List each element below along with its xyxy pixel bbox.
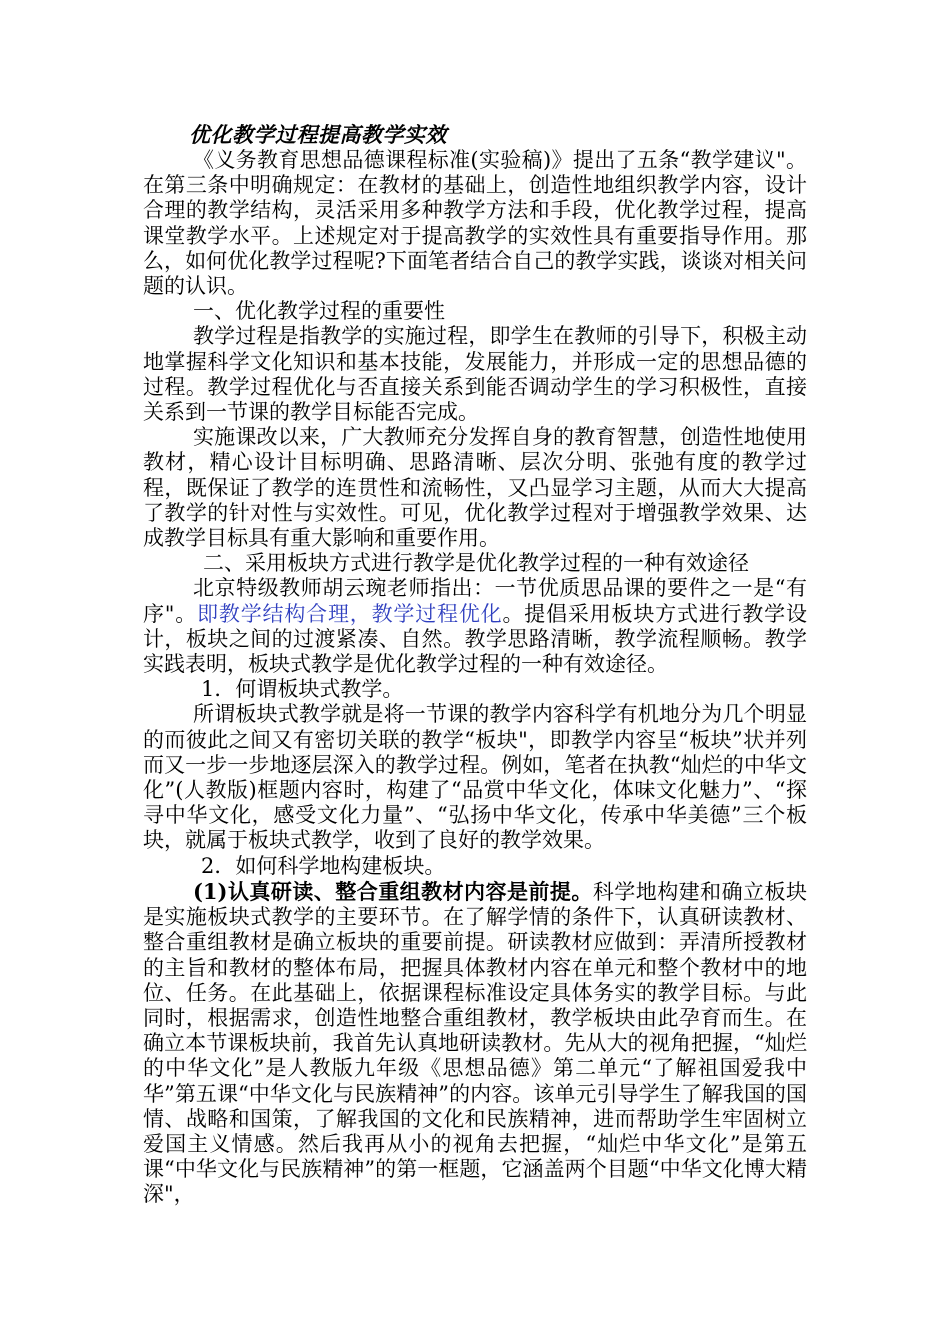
section-2-paragraph-2: 所谓板块式教学就是将一节课的教学内容科学有机地分为几个明显的而彼此之间又有密切关联的教学“板块"，即教学内容呈“板块”状并列而又一步一步地逐层深入的教学过程。例如，笔者在执教“灿烂的中华文化”(人教版)框题内容时，构建了“品赏中华文化，体味文化魅力”、“探寻中华文化，感受文化力量”、“弘扬中华文化，传承中华美德”三个板块，就属于板块式教学，收到了良好的教学效果。 xyxy=(143,702,807,853)
section-2-paragraph-3 xyxy=(143,879,807,1208)
section-1-heading: 一、优化教学过程的重要性 xyxy=(193,299,445,324)
section-1-paragraph-1: 教学过程是指教学的实施过程，即学生在教师的引导下，积极主动地掌握科学文化知识和基本技能，发展能力，并形成一定的思想品德的过程。教学过程优化与否直接关系到能否调动学生的学习积极性，直接关系到一节课的教学目标能否完成。 xyxy=(143,324,807,425)
bold-lead-text: (1)认真研读、整合重组教材内容是前提。 xyxy=(193,878,593,904)
section-2-heading: 二、采用板块方式进行教学是优化教学过程的一种有效途径 xyxy=(203,551,749,576)
section-1-paragraph-2: 实施课改以来，广大教师充分发挥自身的教育智慧，创造性地使用教材，精心设计目标明确、思路清晰、层次分明、张弛有度的教学过程，既保证了教学的连贯性和流畅性，又凸显学习主题，从而大大提高了教学的针对性与实效性。可见，优化教学过程对于增强教学效果、达成教学目标具有重大影响和重要作用。 xyxy=(143,425,807,551)
section-2-paragraph-1 xyxy=(143,576,807,677)
document-page xyxy=(143,122,807,1208)
subheading-1: 1．何谓板块式教学。 xyxy=(201,677,404,702)
intro-paragraph: 《义务教育思想品德课程标准(实验稿)》提出了五条“教学建议"。在第三条中明确规定：在教材的基础上，创造性地组织教学内容，设计合理的教学结构，灵活采用多种教学方法和手段，优化教学过程，提高课堂教学水平。上述规定对于提高教学的实效性具有重要指导作用。那么，如何优化教学过程呢?下面笔者结合自己的教学实践，谈谈对相关问题的认识。 xyxy=(143,148,807,299)
paragraph-text: 科学地构建和确立板块是实施板块式教学的主要环节。在了解学情的条件下，认真研读教材、整合重组教材是确立板块的重要前提。研读教材应做到：弄清所授教材的主旨和教材的整体布局，把握具体教材内容在单元和整个教材中的地位、任务。在此基础上，依据课程标准设定具体务实的教学目标。与此同时，根据需求，创造性地整合重组教材，教学板块由此孕育而生。在确立本节课板块前，我首先认真地研读教材。先从大的视角把握，“灿烂的中华文化”是人教版九年级《思想品德》第二单元“了解祖国爱我中华”第五课“中华文化与民族精神”的内容。该单元引导学生了解我国的国情、战略和国策，了解我国的文化和民族精神，进而帮助学生牢固树立爱国主义情感。然后我再从小的视角去把握，“灿烂中华文化”是第五课“中华文化与民族精神”的第一框题，它涵盖两个目题“中华文化博大精深"， xyxy=(143,879,807,1207)
highlighted-text: 即教学结构合理，教学过程优化 xyxy=(197,601,503,626)
paragraph-text: 。提倡采用板块方式进行教学设计，板块之间的过渡紧凑、自然。教学思路清晰，教学流程顺畅。教学实践表明，板块式教学是优化教学过程的一种有效途径。 xyxy=(143,601,807,677)
paragraph-text: 北京特级教师胡云琬老师指出：一节优质思品课的要件之一是“有序"。 xyxy=(143,576,807,626)
subheading-2: 2．如何科学地构建板块。 xyxy=(201,853,446,878)
document-title: 优化教学过程提高教学实效 xyxy=(189,122,447,147)
